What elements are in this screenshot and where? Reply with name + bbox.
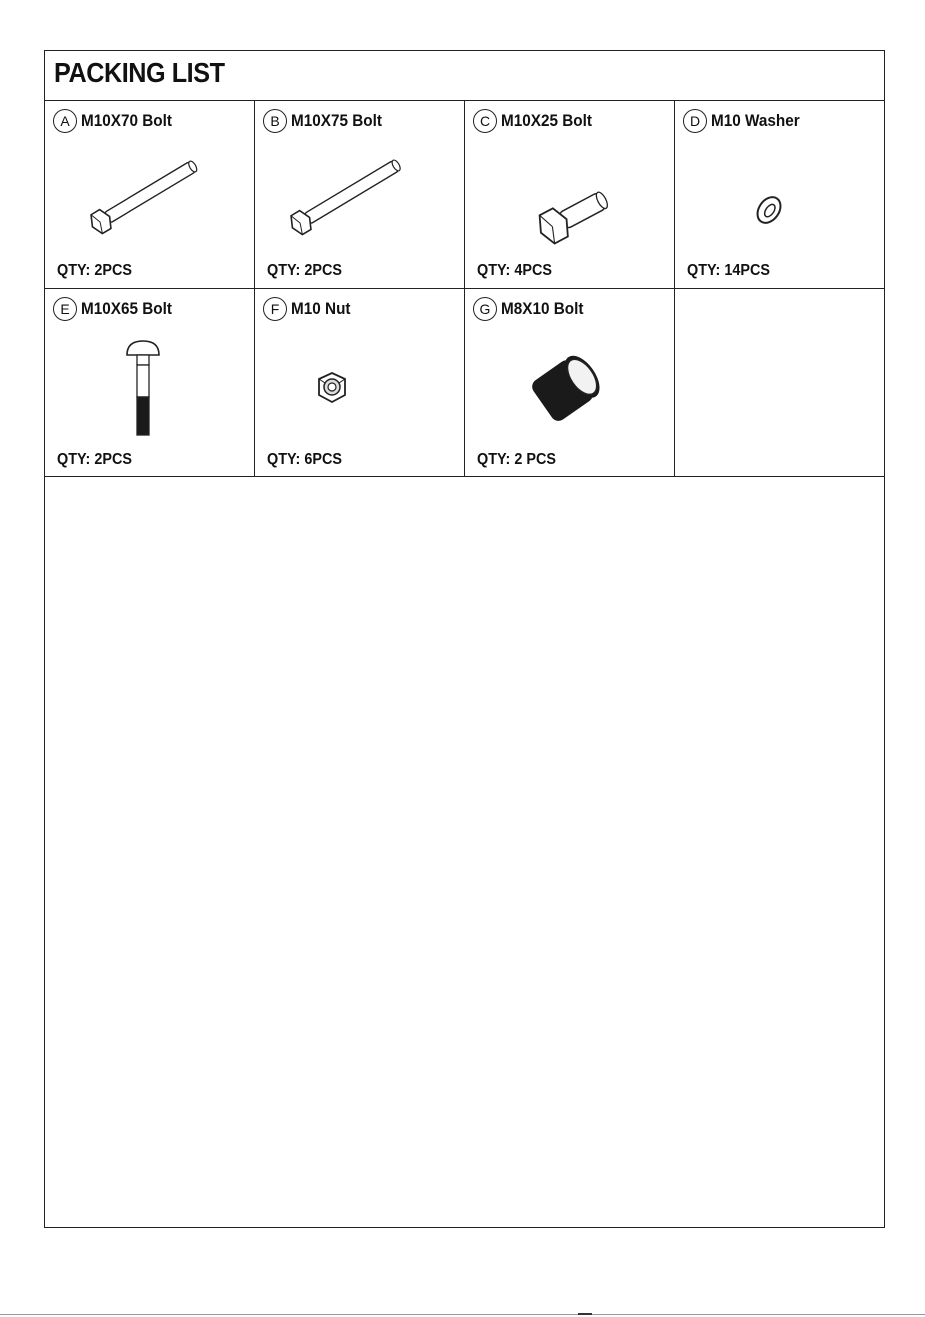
part-name: M10 Nut [291,299,351,318]
packing-list-sheet [44,50,885,1228]
part-label [263,109,392,133]
part-letter-badge: A [53,109,77,133]
empty-cell [675,289,884,477]
part-name: M8X10 Bolt [501,299,584,318]
part-cell-b [255,101,465,289]
part-letter-badge: B [263,109,287,133]
part-label [683,109,810,133]
part-name: M10X70 Bolt [81,111,172,130]
part-label [473,297,593,321]
part-label [53,297,182,321]
part-name: M10 Washer [711,111,800,130]
page-bottom-mark [578,1313,592,1315]
part-name: M10X75 Bolt [291,111,382,130]
part-cell-f [255,289,465,477]
part-quantity: QTY: 2PCS [57,451,132,468]
part-quantity: QTY: 2PCS [57,262,132,279]
part-name: M10X25 Bolt [501,111,592,130]
part-label [263,297,357,321]
part-letter-badge: E [53,297,77,321]
part-cell-c [465,101,675,289]
page-title: PACKING LIST [54,57,225,88]
part-letter-badge: C [473,109,497,133]
part-quantity: QTY: 14PCS [687,262,770,279]
part-label [53,109,182,133]
title-bar [45,51,884,101]
parts-grid [45,101,884,477]
part-cell-a [45,101,255,289]
part-cell-e [45,289,255,477]
part-name: M10X65 Bolt [81,299,172,318]
part-label [473,109,602,133]
part-cell-d [675,101,884,289]
part-quantity: QTY: 6PCS [267,451,342,468]
part-letter-badge: D [683,109,707,133]
part-letter-badge: G [473,297,497,321]
part-letter-badge: F [263,297,287,321]
page-bottom-rule [0,1314,925,1315]
part-quantity: QTY: 2PCS [267,262,342,279]
part-quantity: QTY: 4PCS [477,262,552,279]
part-cell-g [465,289,675,477]
part-quantity: QTY: 2 PCS [477,451,556,468]
